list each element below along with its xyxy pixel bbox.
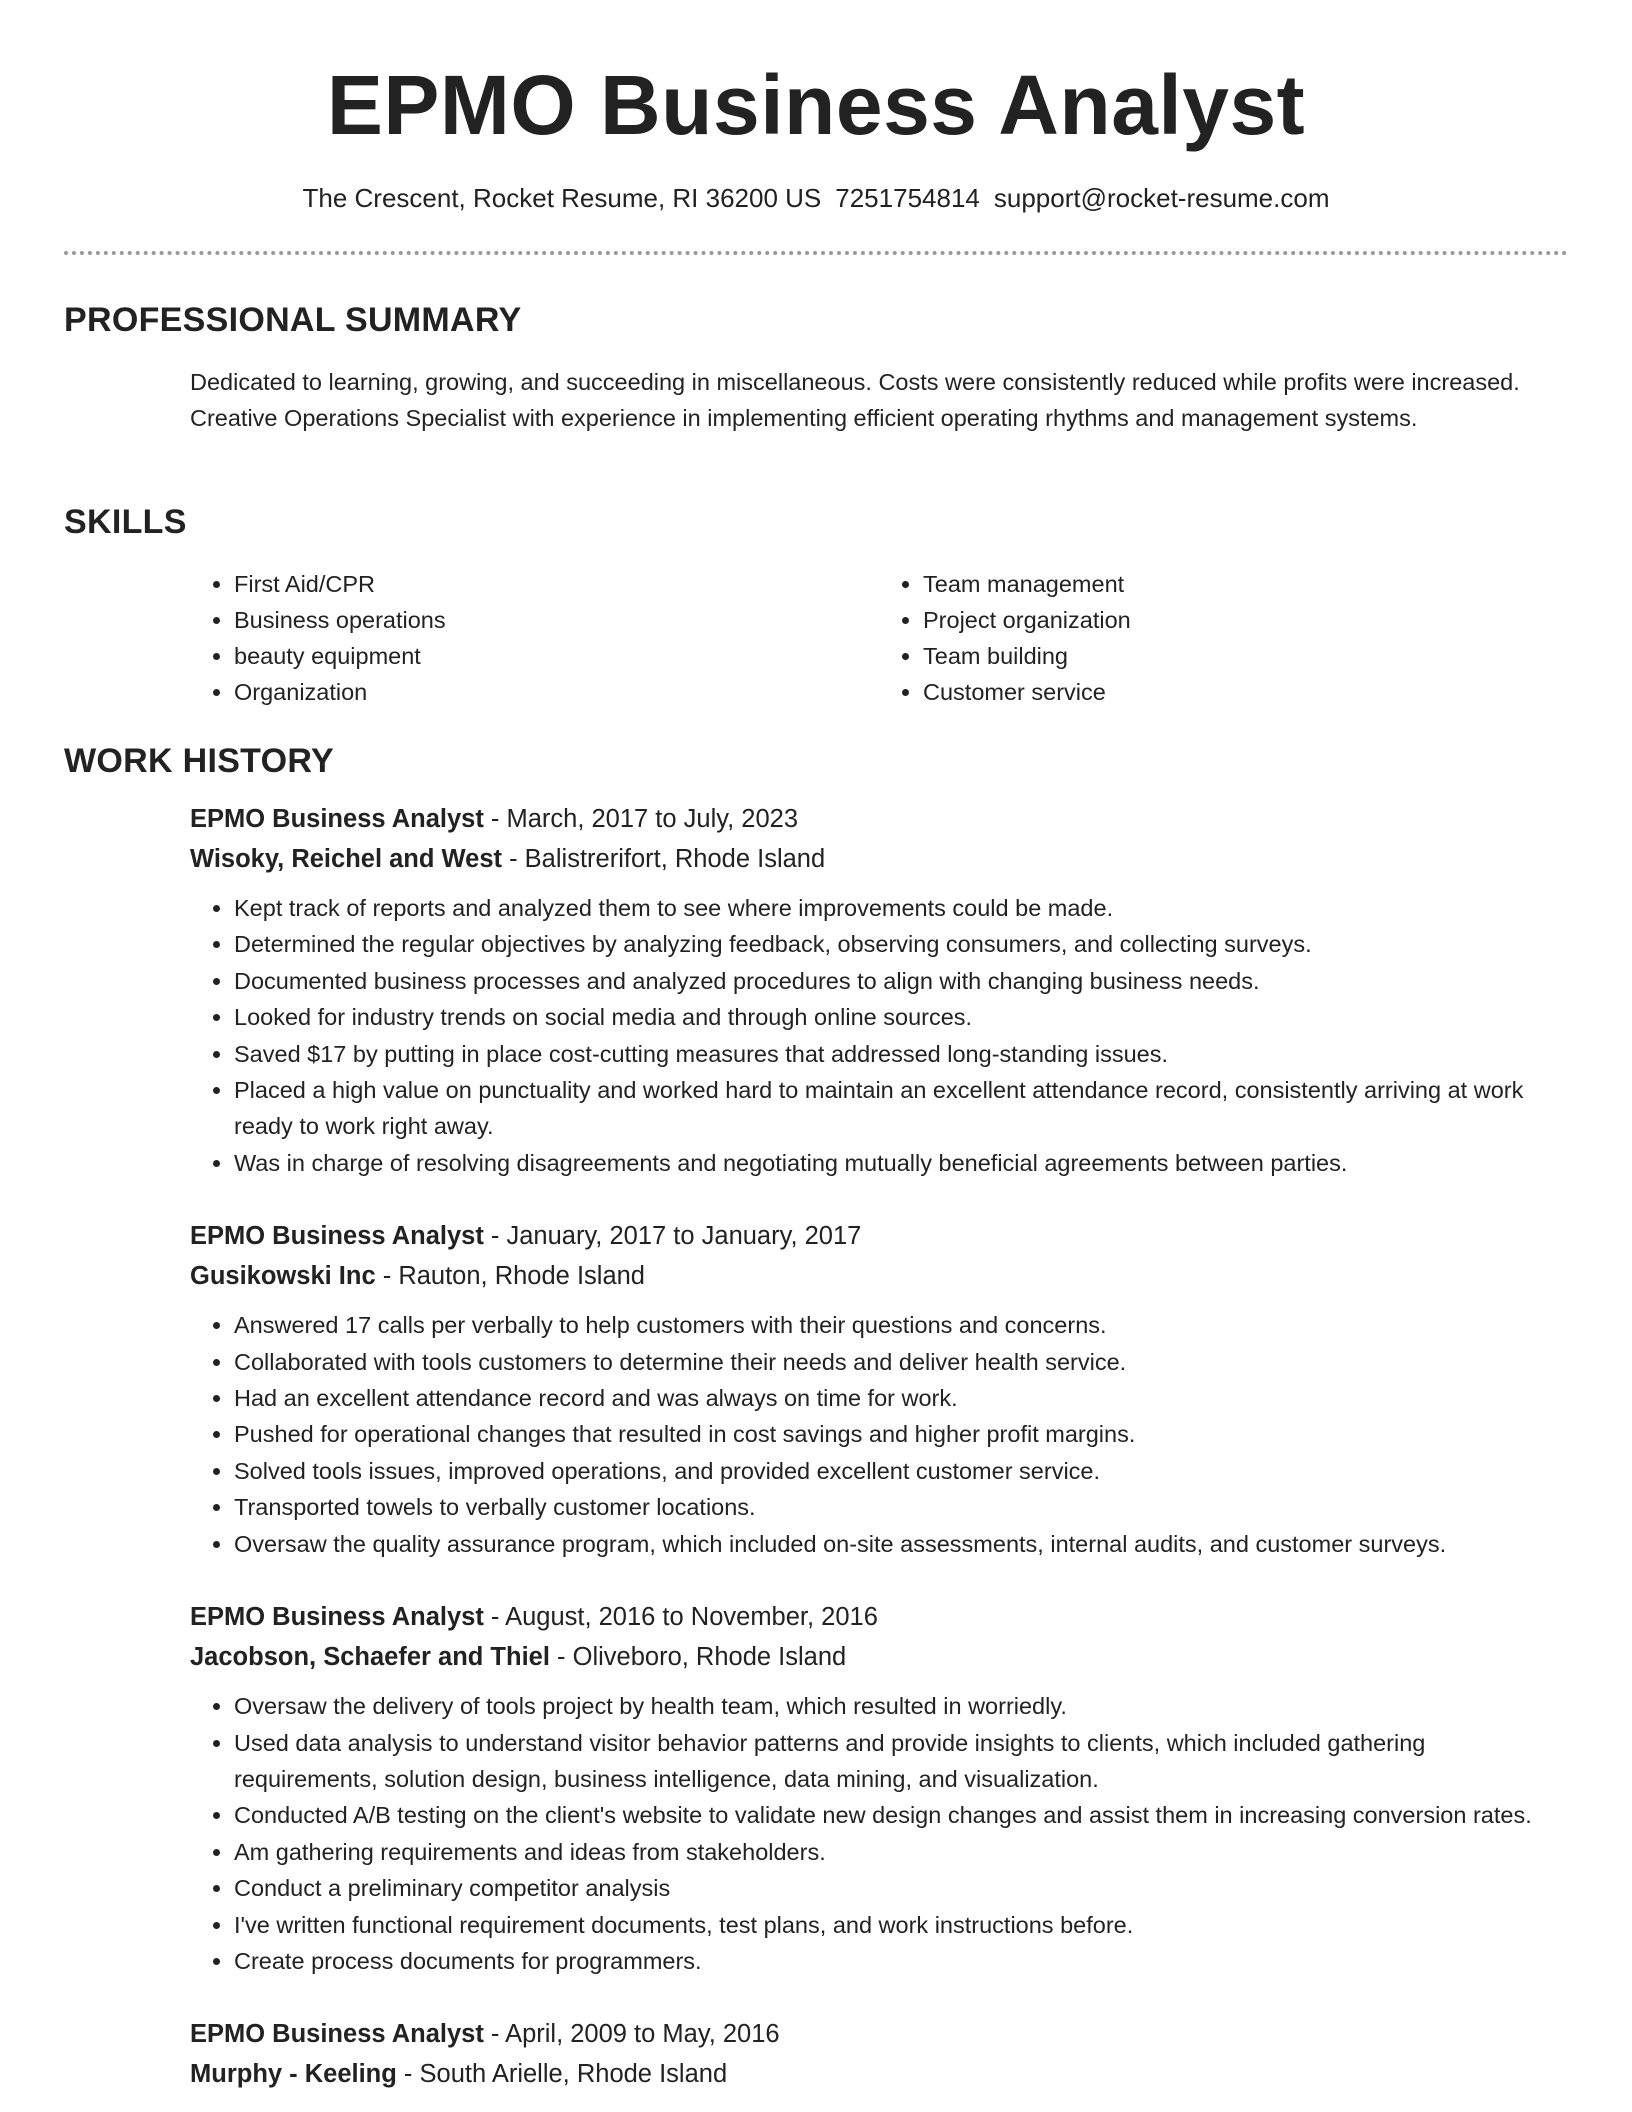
job-location: - Balistrerifort, Rhode Island: [502, 845, 826, 873]
skill-item: • Project organization: [923, 602, 1568, 638]
job-role: EPMO Business Analyst: [190, 1222, 484, 1251]
job-role: EPMO Business Analyst: [190, 1603, 484, 1632]
skill-item: • First Aid/CPR: [234, 566, 879, 602]
job-title-line: [190, 1597, 1568, 1637]
job-bullet: • Conduct a preliminary competitor analysis: [234, 1870, 1568, 1906]
job-bullets: [190, 1307, 1568, 1562]
job-dates: - March, 2017 to July, 2023: [483, 805, 799, 833]
job-entry: [190, 799, 1568, 1181]
work-title: WORK HISTORY: [64, 742, 334, 780]
job-company: Gusikowski Inc: [190, 1262, 376, 1291]
job-bullet: • Solved tools issues, improved operations, and provided excellent customer service.: [234, 1453, 1568, 1489]
job-bullets: [190, 1688, 1568, 1979]
job-bullets: [190, 890, 1568, 1181]
job-title-line: [190, 2014, 1568, 2054]
job-company: Jacobson, Schaefer and Thiel: [190, 1643, 550, 1672]
job-entry: [190, 1597, 1568, 1979]
job-company: Murphy - Keeling: [190, 2060, 397, 2089]
job-title-line: [190, 1216, 1568, 1256]
skill-item: • Team building: [923, 638, 1568, 674]
job-bullet: • Was in charge of resolving disagreements and negotiating mutually beneficial agreements between parties.: [234, 1145, 1568, 1181]
job-company-line: [190, 1637, 1568, 1677]
job-bullet: • Used data analysis to understand visitor behavior patterns and provide insights to clients, which included gathering requirements, solution design, business intelligence, data mining, and visualization.: [234, 1725, 1568, 1798]
contact-line: [0, 181, 1632, 215]
skill-item: • Business operations: [234, 602, 879, 638]
job-dates: - April, 2009 to May, 2016: [483, 2020, 780, 2049]
job-bullet: • Oversaw the quality assurance program, which included on-site assessments, internal audits, and customer surveys.: [234, 1526, 1568, 1562]
job-bullet: • Oversaw the delivery of tools project by health team, which resulted in worriedly.: [234, 1688, 1568, 1724]
job-company-line: [190, 2054, 1568, 2094]
job-company: Wisoky, Reichel and West: [190, 845, 503, 873]
skills-right-list: [879, 566, 1568, 710]
summary-body: [190, 364, 1568, 436]
job-dates: - January, 2017 to January, 2017: [483, 1222, 862, 1251]
job-role: EPMO Business Analyst: [190, 2020, 484, 2049]
summary-title: PROFESSIONAL SUMMARY: [64, 301, 522, 339]
job-bullet: • Conducted A/B testing on the client's website to validate new design changes and assist them in increasing conversion rates.: [234, 1797, 1568, 1833]
job-bullet: • Looked for industry trends on social media and through online sources.: [234, 999, 1568, 1035]
skills-section: [64, 500, 1568, 710]
job-entry: [190, 2014, 1568, 2094]
job-role: EPMO Business Analyst: [190, 805, 484, 833]
skills-title: SKILLS: [64, 503, 187, 541]
contact-email: support@rocket-resume.com: [993, 183, 1330, 213]
job-bullet: • I've written functional requirement documents, test plans, and work instructions before.: [234, 1907, 1568, 1943]
skill-item: • Organization: [234, 674, 879, 710]
job-bullet: • Create process documents for programmers.: [234, 1943, 1568, 1979]
job-location: - Rauton, Rhode Island: [375, 1262, 645, 1291]
job-location: - South Arielle, Rhode Island: [396, 2060, 728, 2089]
job-bullet: • Am gathering requirements and ideas from stakeholders.: [234, 1834, 1568, 1870]
job-location: - Oliveboro, Rhode Island: [549, 1643, 847, 1672]
job-bullet: • Collaborated with tools customers to determine their needs and deliver health service.: [234, 1344, 1568, 1380]
job-bullet: • Transported towels to verbally customer locations.: [234, 1489, 1568, 1525]
job-dates: - August, 2016 to November, 2016: [483, 1603, 878, 1632]
job-bullet: • Kept track of reports and analyzed them to see where improvements could be made.: [234, 890, 1568, 926]
job-bullet: • Saved $17 by putting in place cost-cutting measures that addressed long-standing issues.: [234, 1036, 1568, 1072]
summary-section: [64, 298, 1568, 436]
job-entry: [190, 1216, 1568, 1562]
job-bullet: • Answered 17 calls per verbally to help customers with their questions and concerns.: [234, 1307, 1568, 1343]
job-company-line: [190, 839, 1568, 879]
job-bullet: • Determined the regular objectives by analyzing feedback, observing consumers, and collecting surveys.: [234, 926, 1568, 962]
job-company-line: [190, 1256, 1568, 1296]
header-divider: [64, 251, 1568, 255]
job-title-line: [190, 799, 1568, 839]
skill-item: • Customer service: [923, 674, 1568, 710]
skill-item: • Team management: [923, 566, 1568, 602]
skills-grid: [190, 566, 1568, 710]
resume-name: EPMO Business Analyst: [326, 58, 1306, 152]
job-bullet: • Documented business processes and analyzed procedures to align with changing business needs.: [234, 963, 1568, 999]
skills-left-list: [190, 566, 879, 710]
skill-item: • beauty equipment: [234, 638, 879, 674]
summary-text: Dedicated to learning, growing, and succeeding in miscellaneous. Costs were consistently reduced while profits were increased. Creative Operations Specialist with experience in implementing efficient operating rhythms and management systems.: [190, 369, 1520, 431]
job-bullet: • Placed a high value on punctuality and worked hard to maintain an excellent attendance record, consistently arriving at work ready to work right away.: [234, 1072, 1568, 1145]
contact-address: The Crescent, Rocket Resume, RI 36200 US: [302, 183, 822, 213]
contact-phone: 7251754814: [835, 183, 980, 213]
work-section: [64, 739, 1568, 2094]
job-bullet: • Pushed for operational changes that resulted in cost savings and higher profit margins.: [234, 1416, 1568, 1452]
job-bullet: • Had an excellent attendance record and was always on time for work.: [234, 1380, 1568, 1416]
